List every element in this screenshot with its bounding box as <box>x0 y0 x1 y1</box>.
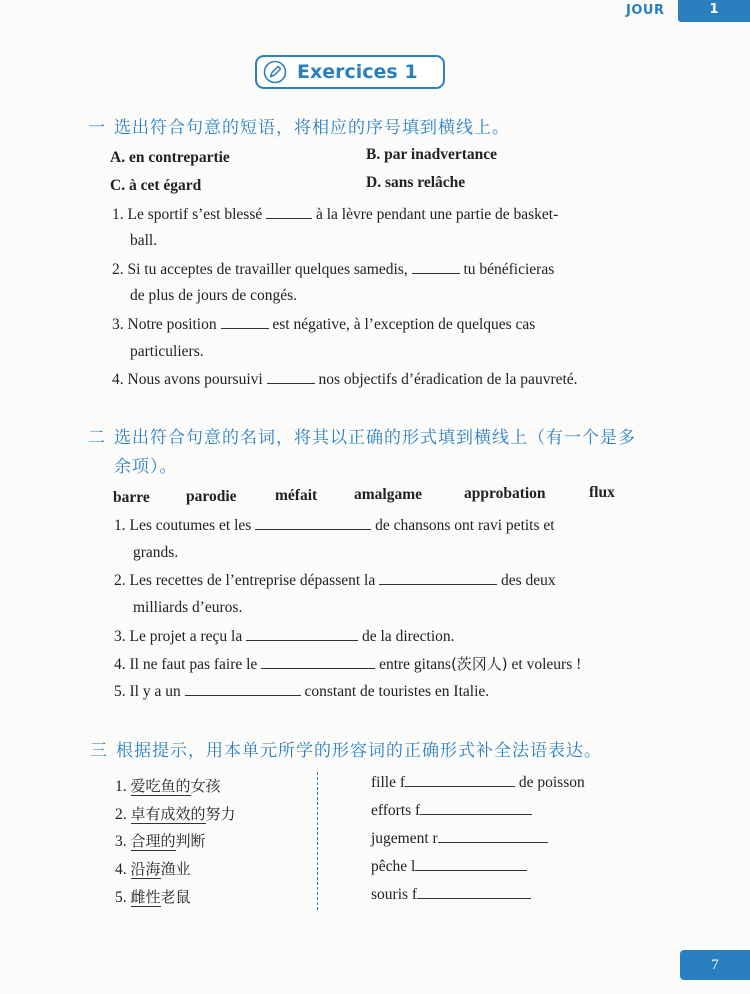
word-amalgame: amalgame <box>354 486 423 503</box>
answer-blank[interactable] <box>420 800 532 815</box>
s1-item1-line1: 1. Le sportif s’est blessé à la lèvre pendant une partie de basket- <box>112 206 559 223</box>
section1-number: 一 <box>88 118 106 138</box>
answer-blank[interactable] <box>438 828 548 843</box>
answer-blank[interactable] <box>266 204 312 219</box>
word-mefait: méfait <box>275 487 318 504</box>
answer-blank[interactable] <box>255 515 371 530</box>
section1-instruction: 选出符合句意的短语，将相应的序号填到横线上。 <box>114 118 510 138</box>
s2-item2-line2: milliards d’euros. <box>133 599 243 616</box>
s3-item5-cn: 5. 雌性老鼠 <box>115 888 191 906</box>
s3-item1-fr: fille f de poisson <box>371 774 585 791</box>
s1-item1-line2: ball. <box>130 232 158 249</box>
s2-item2-line1: 2. Les recettes de l’entreprise dépassent la des deux <box>114 572 556 589</box>
section3-number: 三 <box>90 741 108 761</box>
option-b: B. par inadvertance <box>366 146 498 163</box>
s3-item3-cn: 3. 合理的判断 <box>115 832 206 850</box>
day-tab <box>626 0 750 22</box>
s3-item5-fr: souris f <box>371 884 531 904</box>
s3-item1-cn: 1. 爱吃鱼的女孩 <box>115 777 221 795</box>
answer-blank[interactable] <box>185 681 301 696</box>
page-number: 7 <box>680 950 750 980</box>
s3-item4-fr: pêche l <box>371 856 527 876</box>
answer-blank[interactable] <box>267 369 315 384</box>
s1-item3-line1: 3. Notre position est négative, à l’exception de quelques cas <box>112 316 536 333</box>
answer-blank[interactable] <box>246 626 358 641</box>
section3-instruction: 根据提示，用本单元所学的形容词的正确形式补全法语表达。 <box>116 741 602 761</box>
section2-heading <box>88 423 636 448</box>
answer-blank[interactable] <box>417 884 531 899</box>
s1-item3-line2: particuliers. <box>130 343 204 360</box>
s3-item3-fr: jugement r <box>371 828 548 848</box>
jour-label: JOUR <box>626 3 665 18</box>
answer-blank[interactable] <box>379 570 497 585</box>
section2-instruction-line1: 选出符合句意的名词，将其以正确的形式填到横线上（有一个是多 <box>114 428 636 448</box>
option-a: A. en contrepartie <box>110 149 230 166</box>
option-d: D. sans relâche <box>366 174 466 191</box>
answer-blank[interactable] <box>221 314 269 329</box>
answer-blank[interactable] <box>412 259 460 274</box>
word-parodie: parodie <box>186 488 237 505</box>
jour-number: 1 <box>678 0 750 22</box>
section1-heading <box>88 113 510 138</box>
column-divider <box>317 772 318 910</box>
s2-item5: 5. Il y a un constant de touristes en Italie. <box>114 683 490 700</box>
word-approbation: approbation <box>464 485 546 502</box>
s3-item4-cn: 4. 沿海渔业 <box>115 860 191 878</box>
word-barre: barre <box>113 489 150 506</box>
option-c: C. à cet égard <box>110 177 202 194</box>
answer-blank[interactable] <box>415 856 527 871</box>
answer-blank[interactable] <box>261 654 375 669</box>
exercise-title-box <box>255 55 445 89</box>
s1-item2-line2: de plus de jours de congés. <box>130 287 298 304</box>
pencil-icon <box>263 60 287 84</box>
s2-item1-line2: grands. <box>133 544 179 561</box>
section2-instruction-line2: 余项）。 <box>114 457 178 477</box>
s2-item1-line1: 1. Les coutumes et les de chansons ont ravi petits et <box>114 517 555 534</box>
s3-item2-cn: 2. 卓有成效的努力 <box>115 805 236 823</box>
section2-number: 二 <box>88 428 106 448</box>
page-title: Exercices 1 <box>297 61 418 83</box>
s1-item4-line1: 4. Nous avons poursuivi nos objectifs d’éradication de la pauvreté. <box>112 371 578 388</box>
answer-blank[interactable] <box>405 772 515 787</box>
word-flux: flux <box>589 484 615 501</box>
s1-item2-line1: 2. Si tu acceptes de travailler quelques samedis, tu bénéficieras <box>112 261 555 278</box>
s3-item2-fr: efforts f <box>371 800 532 820</box>
section3-heading <box>90 736 602 761</box>
s2-item3: 3. Le projet a reçu la de la direction. <box>114 628 455 645</box>
s2-item4: 4. Il ne faut pas faire le entre gitans(茨冈人) et voleurs ! <box>114 655 582 673</box>
